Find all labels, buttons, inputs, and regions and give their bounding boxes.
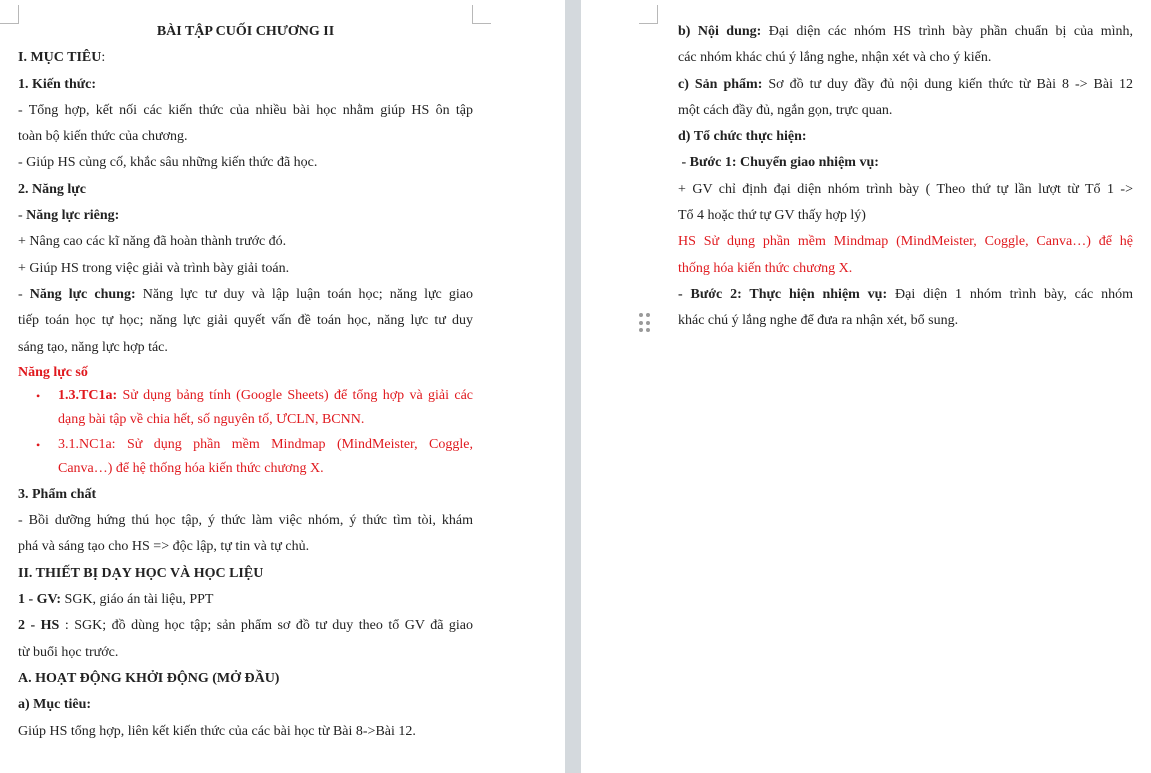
- drag-handle-icon[interactable]: [639, 313, 649, 333]
- paragraph-line-red: HS Sử dụng phần mềm Mindmap (MindMeister, Coggle, Canva…) để hệ: [678, 234, 1133, 250]
- paragraph-line: - Bước 2: Thực hiện nhiệm vụ: Đại diện 1 nhóm trình bày, các nhóm: [678, 286, 1133, 302]
- paragraph-line: các nhóm khác chú ý lắng nghe, nhận xét và cho ý kiến.: [678, 50, 992, 66]
- paragraph-line: Giúp HS tổng hợp, liên kết kiến thức của các bài học từ Bài 8->Bài 12.: [18, 723, 416, 739]
- paragraph-line: b) Nội dung: Đại diện các nhóm HS trình bày phần chuẩn bị của mình,: [678, 24, 1133, 39]
- paragraph-line: + Giúp HS trong việc giải và trình bày giải toán.: [18, 260, 290, 276]
- paragraph-line-red: thống hóa kiến thức chương X.: [678, 260, 853, 276]
- paragraph-line: + GV chỉ định đại diện nhóm trình bày ( Theo thứ tự lần lượt từ Tổ 1 ->: [678, 181, 1133, 197]
- paragraph-line: 2 - HS : SGK; đồ dùng học tập; sản phẩm sơ đồ tư duy theo tổ GV đã giao: [18, 618, 473, 634]
- margin-corner-mark: [472, 5, 491, 24]
- margin-corner-mark: [0, 5, 19, 24]
- paragraph-line: tiếp toán học tự học; năng lực giải quyết vấn đề toán học, năng lực tư duy: [18, 313, 473, 329]
- subheading-red: Năng lực số: [18, 364, 88, 380]
- bullet-icon: •: [36, 437, 41, 452]
- subheading: 3. Phẩm chất: [18, 486, 97, 502]
- paragraph-line: phá và sáng tạo cho HS => độc lập, tự tin và tự chủ.: [18, 539, 310, 555]
- paragraph-line: - Giúp HS củng cố, khắc sâu những kiến thức đã học.: [18, 155, 318, 171]
- subheading: d) Tổ chức thực hiện:: [678, 129, 807, 145]
- subheading: a) Mục tiêu:: [18, 697, 92, 713]
- document-page-left: [0, 0, 565, 773]
- document-page-right: [581, 0, 1151, 773]
- paragraph-line: - Năng lực chung: Năng lực tư duy và lập luận toán học; năng lực giao: [18, 286, 473, 302]
- section-heading: I. MỤC TIÊU:: [18, 50, 106, 66]
- paragraph-line: - Bồi dưỡng hứng thú học tập, ý thức làm việc nhóm, ý thức tìm tòi, khám: [18, 513, 473, 529]
- step-heading: - Bước 1: Chuyển giao nhiệm vụ:: [678, 155, 879, 171]
- section-heading: II. THIẾT BỊ DẠY HỌC VÀ HỌC LIỆU: [18, 565, 264, 581]
- list-item: • 3.1.NC1a: Sử dụng phần mềm Mindmap (MindMeister, Coggle,: [18, 433, 473, 458]
- paragraph-line: - Năng lực riêng:: [18, 208, 120, 224]
- section-heading: A. HOẠT ĐỘNG KHỞI ĐỘNG (MỞ ĐẦU): [18, 670, 280, 686]
- paragraph-line: 1 - GV: SGK, giáo án tài liệu, PPT: [18, 592, 214, 608]
- paragraph-line: c) Sản phẩm: Sơ đồ tư duy đầy đủ nội dung kiến thức từ Bài 8 -> Bài 12: [678, 76, 1133, 92]
- paragraph-line: từ buổi học trước.: [18, 644, 119, 660]
- paragraph-line: khác chú ý lắng nghe để đưa ra nhận xét, bổ sung.: [678, 313, 959, 329]
- document-title: BÀI TẬP CUỐI CHƯƠNG II: [156, 24, 335, 39]
- list-item-continuation: dạng bài tập về chia hết, số nguyên tố, ƯCLN, BCNN.: [58, 412, 365, 428]
- margin-corner-mark: [639, 5, 658, 24]
- subheading: 2. Năng lực: [18, 181, 86, 197]
- subheading: 1. Kiến thức:: [18, 76, 97, 92]
- list-item-continuation: Canva…) để hệ thống hóa kiến thức chương X.: [58, 461, 324, 477]
- list-item: • 1.3.TC1a: Sử dụng bảng tính (Google Sheets) để tổng hợp và giải các: [18, 384, 473, 409]
- page-text-body[interactable]: [678, 19, 1133, 335]
- paragraph-line: + Nâng cao các kĩ năng đã hoàn thành trước đó.: [18, 234, 287, 250]
- paragraph-line: Tổ 4 hoặc thứ tự GV thấy hợp lý): [678, 208, 866, 224]
- page-text-body[interactable]: [18, 19, 473, 745]
- paragraph-line: - Tổng hợp, kết nối các kiến thức của nhiều bài học nhằm giúp HS ôn tập: [18, 102, 473, 118]
- paragraph-line: sáng tạo, năng lực hợp tác.: [18, 339, 168, 355]
- paragraph-line: toàn bộ kiến thức của chương.: [18, 129, 188, 145]
- paragraph-line: một cách đầy đủ, ngắn gọn, trực quan.: [678, 102, 893, 118]
- bullet-icon: •: [36, 388, 41, 403]
